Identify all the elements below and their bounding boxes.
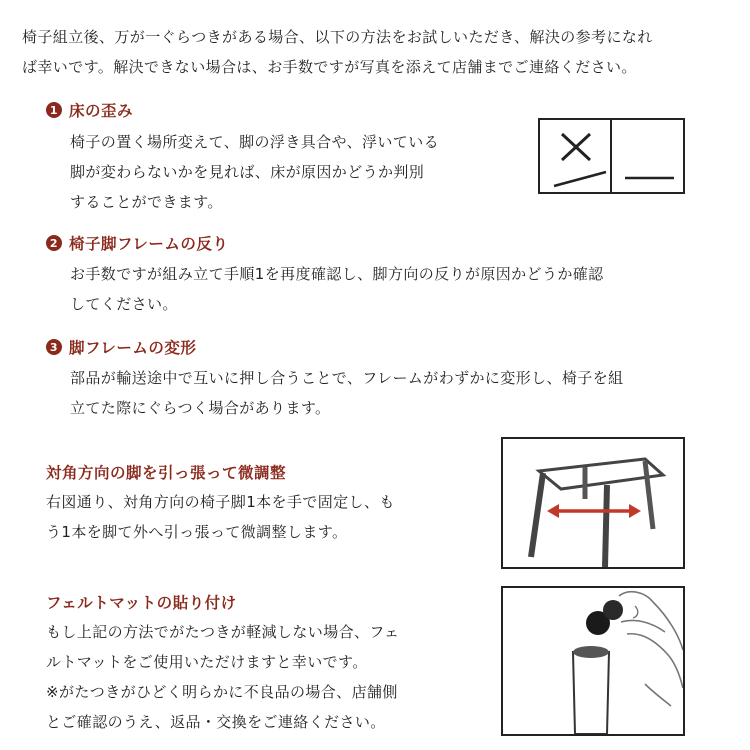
section-1-number-badge: 1 (46, 102, 62, 118)
felt-pad-application-icon (501, 586, 685, 736)
intro-line-2: ば幸いです。解決できない場合は、お手数ですが写真を添えて店舗までご連絡ください。 (22, 58, 637, 76)
section-1-heading (46, 99, 133, 121)
tip-felt-mat-heading: フェルトマットの貼り付け (46, 594, 237, 612)
section-2-heading (46, 232, 228, 254)
tip-diagonal-pull-line-1: 右図通り、対角方向の椅子脚1本を手で固定し、も (46, 493, 395, 511)
section-3-title: 脚フレームの変形 (69, 339, 197, 357)
section-1-body (70, 127, 439, 217)
intro-line-1: 椅子組立後、万が一ぐらつきがある場合、以下の方法をお試しいただき、解決の参考になれ (22, 28, 653, 46)
section-3-line-2: 立てた際にぐらつく場合があります。 (70, 399, 331, 417)
tip-felt-mat-line-1: もし上記の方法でがたつきが軽減しない場合、フェ (46, 623, 400, 641)
intro-text (22, 22, 737, 82)
tip-felt-mat-line-3: ※がたつきがひどく明らかに不良品の場合、店舗側 (46, 683, 398, 701)
tip-felt-mat-body (46, 617, 399, 737)
tip-diagonal-pull-line-2: う1本を脚て外へ引っ張って微調整します。 (46, 523, 348, 541)
section-3-heading (46, 336, 196, 358)
section-2-line-1: お手数ですが組み立て手順1を再度確認し、脚方向の反りが原因かどうか確認 (70, 265, 604, 283)
section-2-number-badge: 2 (46, 235, 62, 251)
section-1-line-3: することができます。 (70, 193, 223, 211)
section-2-body (70, 259, 604, 319)
section-2-title: 椅子脚フレームの反り (69, 235, 229, 253)
floor-level-comparison-icon (538, 118, 685, 194)
section-1-line-2: 脚が変わらないかを見れば、床が原因かどうか判別 (70, 163, 425, 181)
tip-diagonal-pull-body (46, 487, 395, 547)
tip-felt-mat-line-4: とご確認のうえ、返品・交換をご連絡ください。 (46, 713, 386, 731)
section-3-number-badge: 3 (46, 339, 62, 355)
chair-legs-diagonal-pull-icon (501, 437, 685, 569)
section-1-line-1: 椅子の置く場所変えて、脚の浮き具合や、浮いている (70, 133, 440, 151)
tip-felt-mat-line-2: ルトマットをご使用いただけますと幸いです。 (46, 653, 368, 671)
section-2-line-2: してください。 (70, 295, 178, 313)
tip-diagonal-pull-heading: 対角方向の脚を引っ張って微調整 (46, 464, 287, 482)
section-3-body (70, 363, 624, 423)
section-3-line-1: 部品が輸送途中で互いに押し合うことで、フレームがわずかに変形し、椅子を組 (70, 369, 624, 387)
section-1-title: 床の歪み (69, 102, 134, 120)
